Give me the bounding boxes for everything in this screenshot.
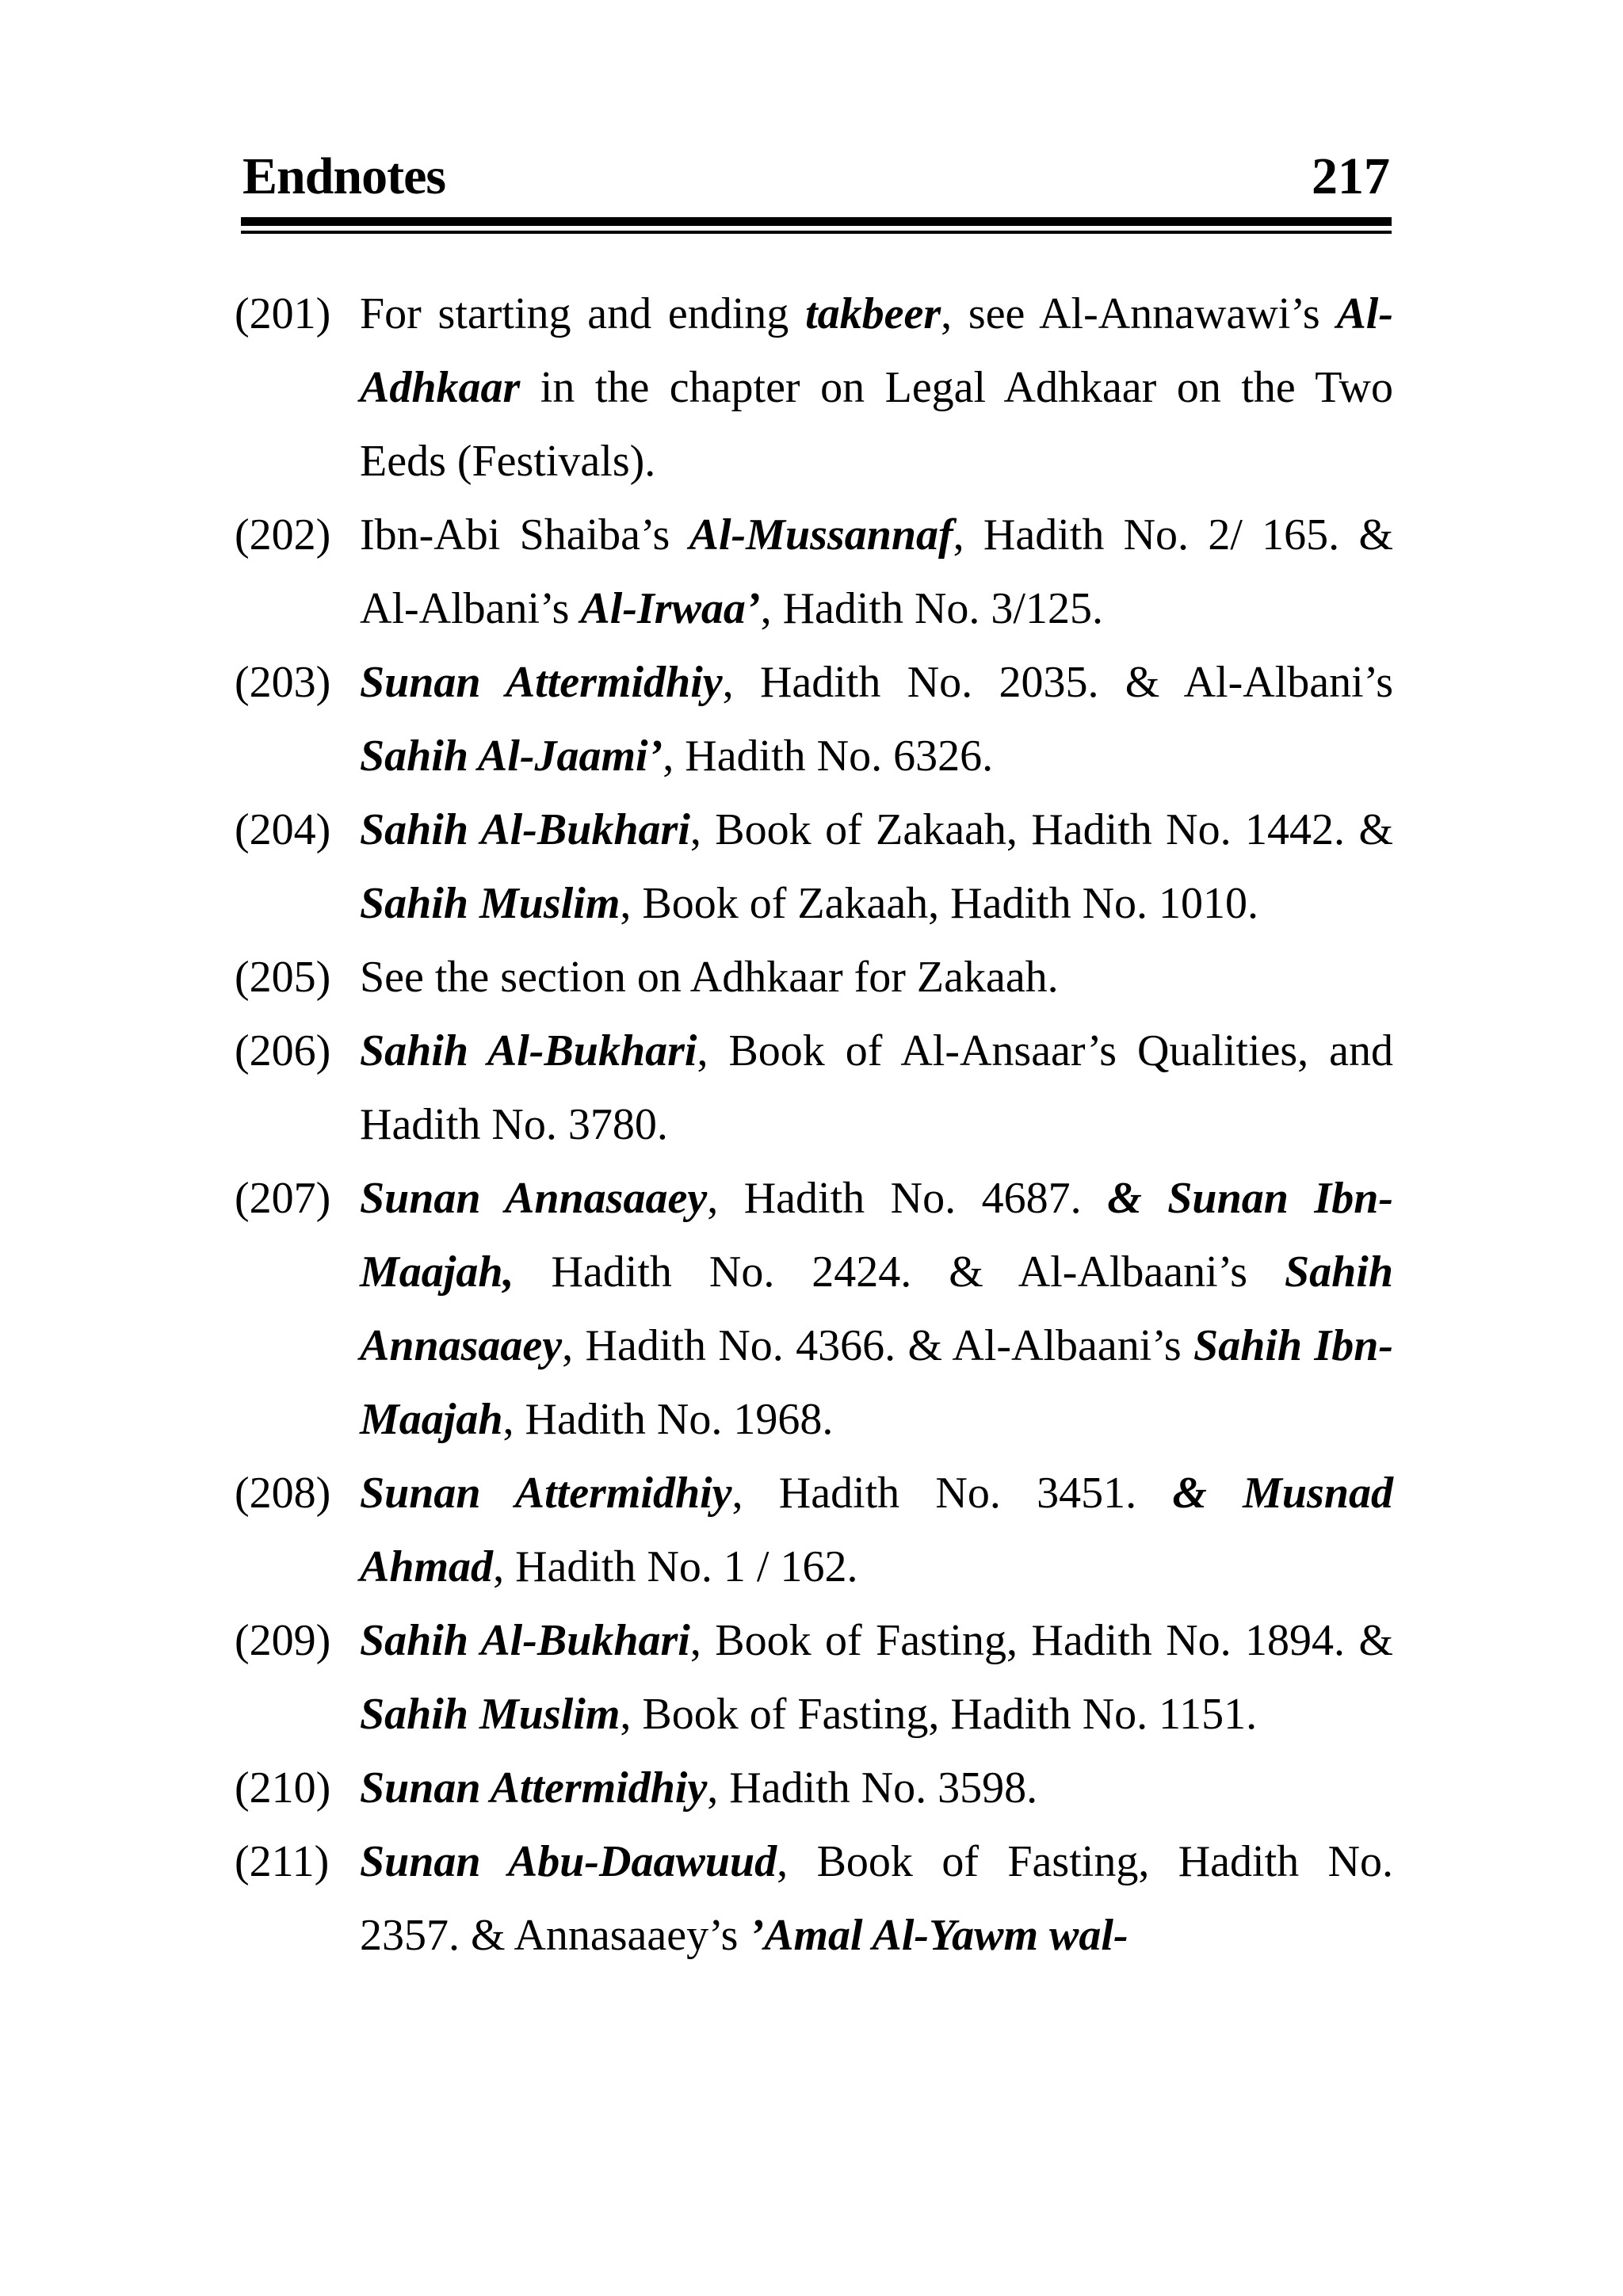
citation-text: , see Al-Annawawi’s — [941, 289, 1337, 338]
endnote-number: (202) — [235, 510, 331, 560]
endnote-text — [360, 646, 1393, 793]
endnote-item — [235, 1604, 1393, 1752]
endnote-number: (210) — [235, 1763, 331, 1813]
endnote-item — [235, 646, 1393, 793]
citation-title: Sunan Attermidhiy — [360, 658, 723, 707]
endnote-number: (209) — [235, 1616, 331, 1665]
citation-text: in the chapter on Legal Adhkaar on the Two Eeds (Festivals). — [360, 363, 1393, 486]
header-rule-thick — [241, 217, 1392, 226]
endnote-text — [360, 1014, 1393, 1162]
citation-title: ’Amal Al-Yawm wal- — [749, 1911, 1128, 1960]
endnote-number: (206) — [235, 1026, 331, 1075]
endnote-text — [360, 499, 1393, 646]
citation-title: Sunan Attermidhiy — [360, 1469, 732, 1518]
citation-text: , Hadith No. 1968. — [502, 1395, 834, 1444]
citation-text: , Hadith No. 4366. & Al-Albaani’s — [562, 1321, 1194, 1370]
endnote-number: (205) — [235, 953, 331, 1002]
endnote-item — [235, 1752, 1393, 1825]
citation-text: , Hadith No. 2/ 165. & Al-Albani’s — [360, 510, 1394, 633]
citation-text: , Hadith No. 1 / 162. — [493, 1542, 858, 1591]
endnote-number: (211) — [235, 1837, 330, 1886]
citation-title: & Sunan Ibn-Maajah, — [360, 1174, 1393, 1297]
citation-title: Sahih Al-Bukhari — [360, 805, 690, 854]
citation-title: Sahih Ibn-Maajah — [360, 1321, 1394, 1444]
endnote-number: (208) — [235, 1469, 331, 1518]
citation-text: For starting and ending — [360, 289, 806, 338]
citation-text: , Hadith No. 2035. & Al-Albani’s — [722, 658, 1393, 707]
citation-title: Sunan Abu-Daawuud — [360, 1837, 777, 1886]
endnote-item — [235, 1825, 1393, 1973]
citation-text: , Hadith No. 3451. — [731, 1469, 1173, 1518]
endnote-text — [360, 1752, 1393, 1825]
endnote-number: (203) — [235, 658, 331, 707]
citation-title: Al-Mussannaf — [689, 510, 953, 560]
chapter-title: Endnotes — [242, 147, 446, 205]
citation-title: Sahih Al-Jaami’ — [360, 732, 663, 781]
citation-text: , Book of Fasting, Hadith No. 1894. & — [689, 1616, 1394, 1665]
endnote-number: (201) — [235, 289, 331, 338]
citation-title: Sahih Muslim — [360, 1690, 621, 1739]
endnote-text — [360, 1162, 1393, 1457]
endnote-text — [360, 793, 1393, 941]
citation-text: , Book of Fasting, Hadith No. 2357. & Annasaaey’s — [360, 1837, 1394, 1960]
endnote-item — [235, 1457, 1393, 1604]
citation-text: See the section on Adhkaar for Zakaah. — [360, 953, 1059, 1002]
citation-title: Sahih Annasaaey — [360, 1247, 1393, 1370]
endnote-text — [360, 277, 1393, 499]
endnote-text — [360, 941, 1393, 1014]
citation-text: , Book of Al-Ansaar’s Qualities, and Hadith No. 3780. — [360, 1026, 1393, 1149]
citation-text: , Book of Fasting, Hadith No. 1151. — [620, 1690, 1258, 1739]
citation-text: Ibn-Abi Shaiba’s — [360, 510, 689, 560]
citation-text: , Hadith No. 3/125. — [760, 584, 1103, 633]
endnote-item — [235, 1014, 1393, 1162]
page-number: 217 — [1312, 147, 1390, 205]
citation-title: Sahih Al-Bukhari — [360, 1616, 690, 1665]
citation-text: , Hadith No. 3598. — [707, 1763, 1038, 1813]
endnote-item — [235, 941, 1393, 1014]
endnote-text — [360, 1604, 1393, 1752]
endnote-number: (204) — [235, 805, 331, 854]
endnote-number: (207) — [235, 1174, 331, 1223]
citation-text: Hadith No. 2424. & Al-Albaani’s — [514, 1247, 1285, 1297]
citation-title: Al-Adhkaar — [360, 289, 1393, 412]
endnotes-list — [235, 277, 1393, 1973]
citation-title: Sahih Al-Bukhari — [360, 1026, 697, 1075]
citation-title: Sunan Attermidhiy — [360, 1763, 708, 1813]
citation-title: & Musnad Ahmad — [360, 1469, 1393, 1591]
running-header — [242, 141, 1390, 212]
endnote-item — [235, 793, 1393, 941]
citation-title: Sunan Annasaaey — [360, 1174, 708, 1223]
citation-text: , Hadith No. 6326. — [663, 732, 994, 781]
citation-text: , Book of Zakaah, Hadith No. 1442. & — [689, 805, 1394, 854]
citation-title: Sahih Muslim — [360, 879, 621, 928]
citation-title: takbeer — [805, 289, 941, 338]
endnote-item — [235, 1162, 1393, 1457]
header-rule-thin — [241, 231, 1392, 234]
endnote-text — [360, 1825, 1393, 1973]
citation-title: Al-Irwaa’ — [580, 584, 761, 633]
endnote-text — [360, 1457, 1393, 1604]
citation-text: , Book of Zakaah, Hadith No. 1010. — [620, 879, 1259, 928]
endnote-item — [235, 499, 1393, 646]
endnote-item — [235, 277, 1393, 499]
citation-text: , Hadith No. 4687. — [707, 1174, 1108, 1223]
